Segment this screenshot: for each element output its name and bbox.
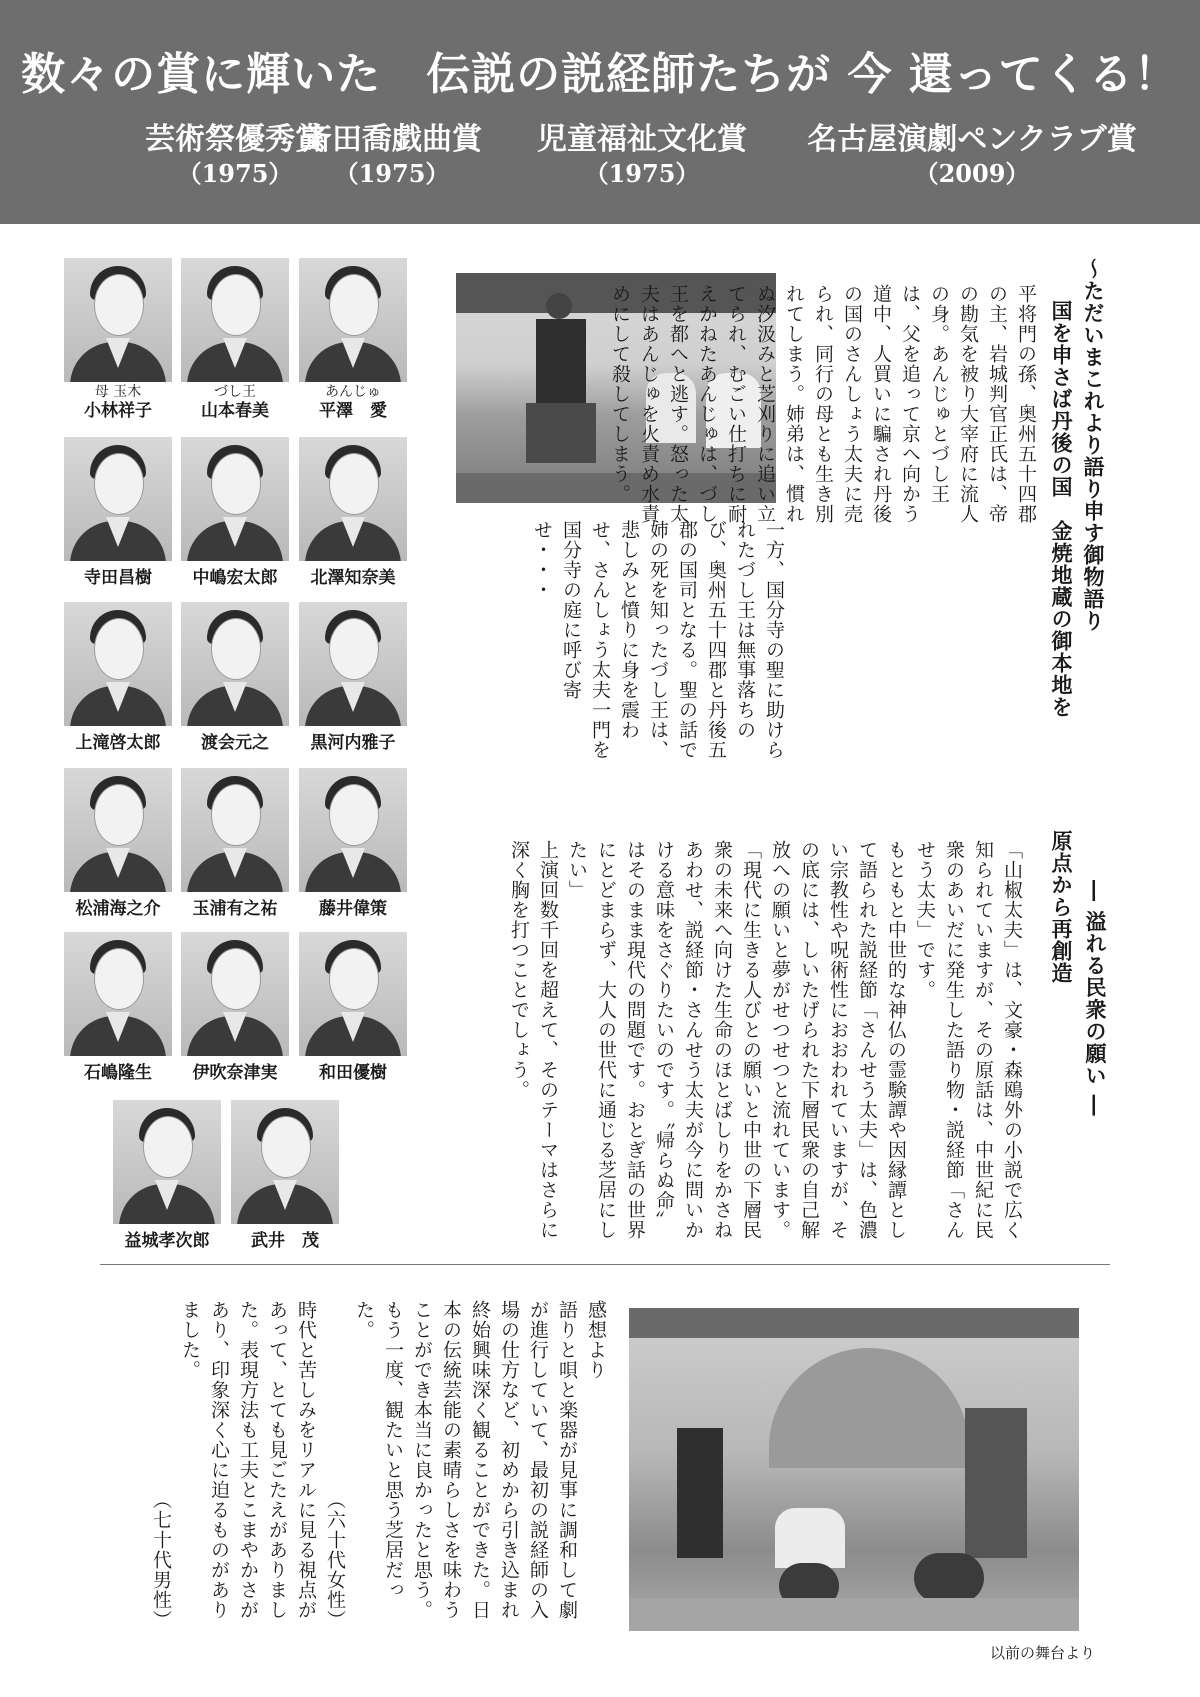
cast-portrait [64,602,172,726]
impression-quote-2: 時代と苦しみをリアルに見る視点があって、とても見ごたえがありました。表現方法も工夫とこまやかさがあり、印象深く心に迫るものがありました。 [179,1300,317,1620]
cast-member [63,437,173,589]
award-year: （2009） [914,159,1030,188]
cast-name: 益城孝次郎 [124,1231,210,1251]
award-name: 斎田喬戯曲賞 [302,122,482,157]
cast-member [180,602,290,754]
cast-portrait [113,1100,221,1224]
cast-member [63,258,173,422]
cast-name: 小林祥子 [84,401,152,421]
cast-name: 藤井偉策 [319,899,387,919]
story-paragraph-1 [609,284,1040,528]
cast-name: 平澤 愛 [319,401,387,421]
award-4 [796,122,1148,190]
story-paragraph-2 [458,520,788,764]
cast-portrait [181,602,289,726]
cast-member [63,602,173,754]
cast-name: 玉浦有之祐 [192,899,278,919]
origin-heading-2: ― 溢れる民衆の願い ― [1083,880,1108,1117]
cast-member [230,1100,340,1252]
award-year: （1975） [177,159,293,188]
stage-photo-2 [629,1308,1079,1631]
impression-quote-1: 語りと唄と楽器が見事に調和して劇が進行していて、最初の説経師の入場の仕方など、初めから引き込まれ終始興味深く観ることができた。日本の伝統芸能の素晴らしさを味わうことができ本当に良かったと思う。もう一度、観たいと思う芝居だった。 [353,1300,578,1620]
cast-portrait [181,437,289,561]
cast-member [112,1100,222,1252]
cast-portrait [299,258,407,382]
origin-body [396,840,1026,1240]
cast-member [63,768,173,920]
cast-name: 上滝啓太郎 [75,733,161,753]
story-text-1: 平将門の孫、奥州五十四郡の主、岩城判官正氏は、帝の勘気を被り大宰府に流人の身。あんじゅとづし王は、父を追って京へ向かう道中、人買いに騙され丹後の国のさんしょう太夫に売られ、同行の母とも生き別れてしまう。姉弟は、慣れぬ汐汲みと芝刈りに追い立てられ、むごい仕打ちに耐えかねたあんじゅは、づし王を都へと逃す。怒った太夫はあんじゅを火責め水責めにして殺してしまう。 [609,284,1037,524]
cast-role: 母 玉木 [94,384,142,400]
cast-portrait [299,437,407,561]
award-name: 名古屋演劇ペンクラブ賞 [807,122,1137,157]
impressions [148,1300,610,1630]
cast-portrait [231,1100,339,1224]
cast-portrait [299,768,407,892]
cast-member [298,258,408,422]
headline: 数々の賞に輝いた 伝説の説経師たちが 今 還ってくる！ [21,49,1179,100]
cast-member [180,437,290,589]
cast-member [180,932,290,1084]
story-text-2: 一方、国分寺の聖に助けられたづし王は無事落ちのび、奥州五十四郡と丹後五郡の国司となる。聖の話で姉の死を知ったづし王は、悲しみと憤りに身を震わせ、さんしょう太夫一門を国分寺の庭に呼び寄せ・・・ [531,520,785,760]
cast-name: 北澤知奈美 [310,568,396,588]
cast-portrait [64,258,172,382]
divider [100,1264,1110,1265]
photo-caption: 以前の舞台より [990,1644,1096,1662]
cast-role: づし王 [214,384,256,400]
story-heading-1: 〜ただいまこれより語り申す御物語り [1081,258,1106,632]
cast-portrait [299,932,407,1056]
cast-name: 武井 茂 [251,1231,319,1251]
origin-text-3: 「現代に生きる人びとの願いと中世の下層民衆の未来へ向けた生命のほとばしりをかさねあわせ、説経節・さんせう太夫が今に問いかける意味をさぐりたいのです。〝帰らぬ命〟はそのまま現代の問題です。おとぎ話の世界にとどまらず、大人の世代に通じる芝居にしたい」 [566,840,762,1240]
impression-author-2: （七十代男性） [150,1490,172,1630]
award-name: 児童福祉文化賞 [537,122,747,157]
award-year: （1975） [584,159,700,188]
cast-portrait [64,932,172,1056]
cast-name: 渡会元之 [201,733,269,753]
cast-portrait [181,768,289,892]
header-band [0,0,1200,224]
story-heading-2: 国を申さば丹後の国 金焼地蔵の御本地を [1049,300,1074,718]
cast-member [63,932,173,1084]
award-name: 芸術祭優秀賞 [145,122,325,157]
origin-text-1: 「山椒太夫」は、文豪・森鴎外の小説で広く知られていますが、その原話は、中世紀に民衆のあいだに発生した語り物・説経節「さんせう太夫」です。 [914,840,1023,1240]
award-year: （1975） [334,159,450,188]
cast-role: あんじゅ [325,384,381,400]
award-3 [532,122,752,190]
cast-member [298,602,408,754]
cast-member [298,768,408,920]
impressions-label: 感想より [585,1300,607,1380]
cast-member [298,932,408,1084]
cast-name: 寺田昌樹 [84,568,152,588]
origin-text-2: もともと中世的な神仏の霊験譚や因縁譚として語られた説経節「さんせう太夫」は、色濃い宗教性や呪術性におおわれていますが、その底には、しいたげられた下層民衆の自己解放への願いと夢がせつせつと流れています。 [769,840,907,1240]
cast-portrait [64,768,172,892]
cast-name: 伊吹奈津実 [192,1063,278,1083]
cast-name: 中嶋宏太郎 [192,568,278,588]
cast-portrait [299,602,407,726]
cast-name: 山本春美 [201,401,269,421]
award-2 [292,122,492,190]
cast-portrait [181,932,289,1056]
origin-text-4: 上演回数千回を超えて、そのテーマはさらに深く胸を打つことでしょう。 [508,840,559,1240]
cast-name: 和田優樹 [319,1063,387,1083]
cast-member [180,258,290,422]
cast-portrait [181,258,289,382]
cast-member [298,437,408,589]
cast-name: 松浦海之介 [75,899,161,919]
impression-author-1: （六十代女性） [324,1490,346,1630]
origin-heading-1: 原点から再創造 [1049,830,1074,984]
cast-name: 石嶋隆生 [84,1063,152,1083]
cast-member [180,768,290,920]
cast-name: 黒河内雅子 [310,733,396,753]
cast-portrait [64,437,172,561]
